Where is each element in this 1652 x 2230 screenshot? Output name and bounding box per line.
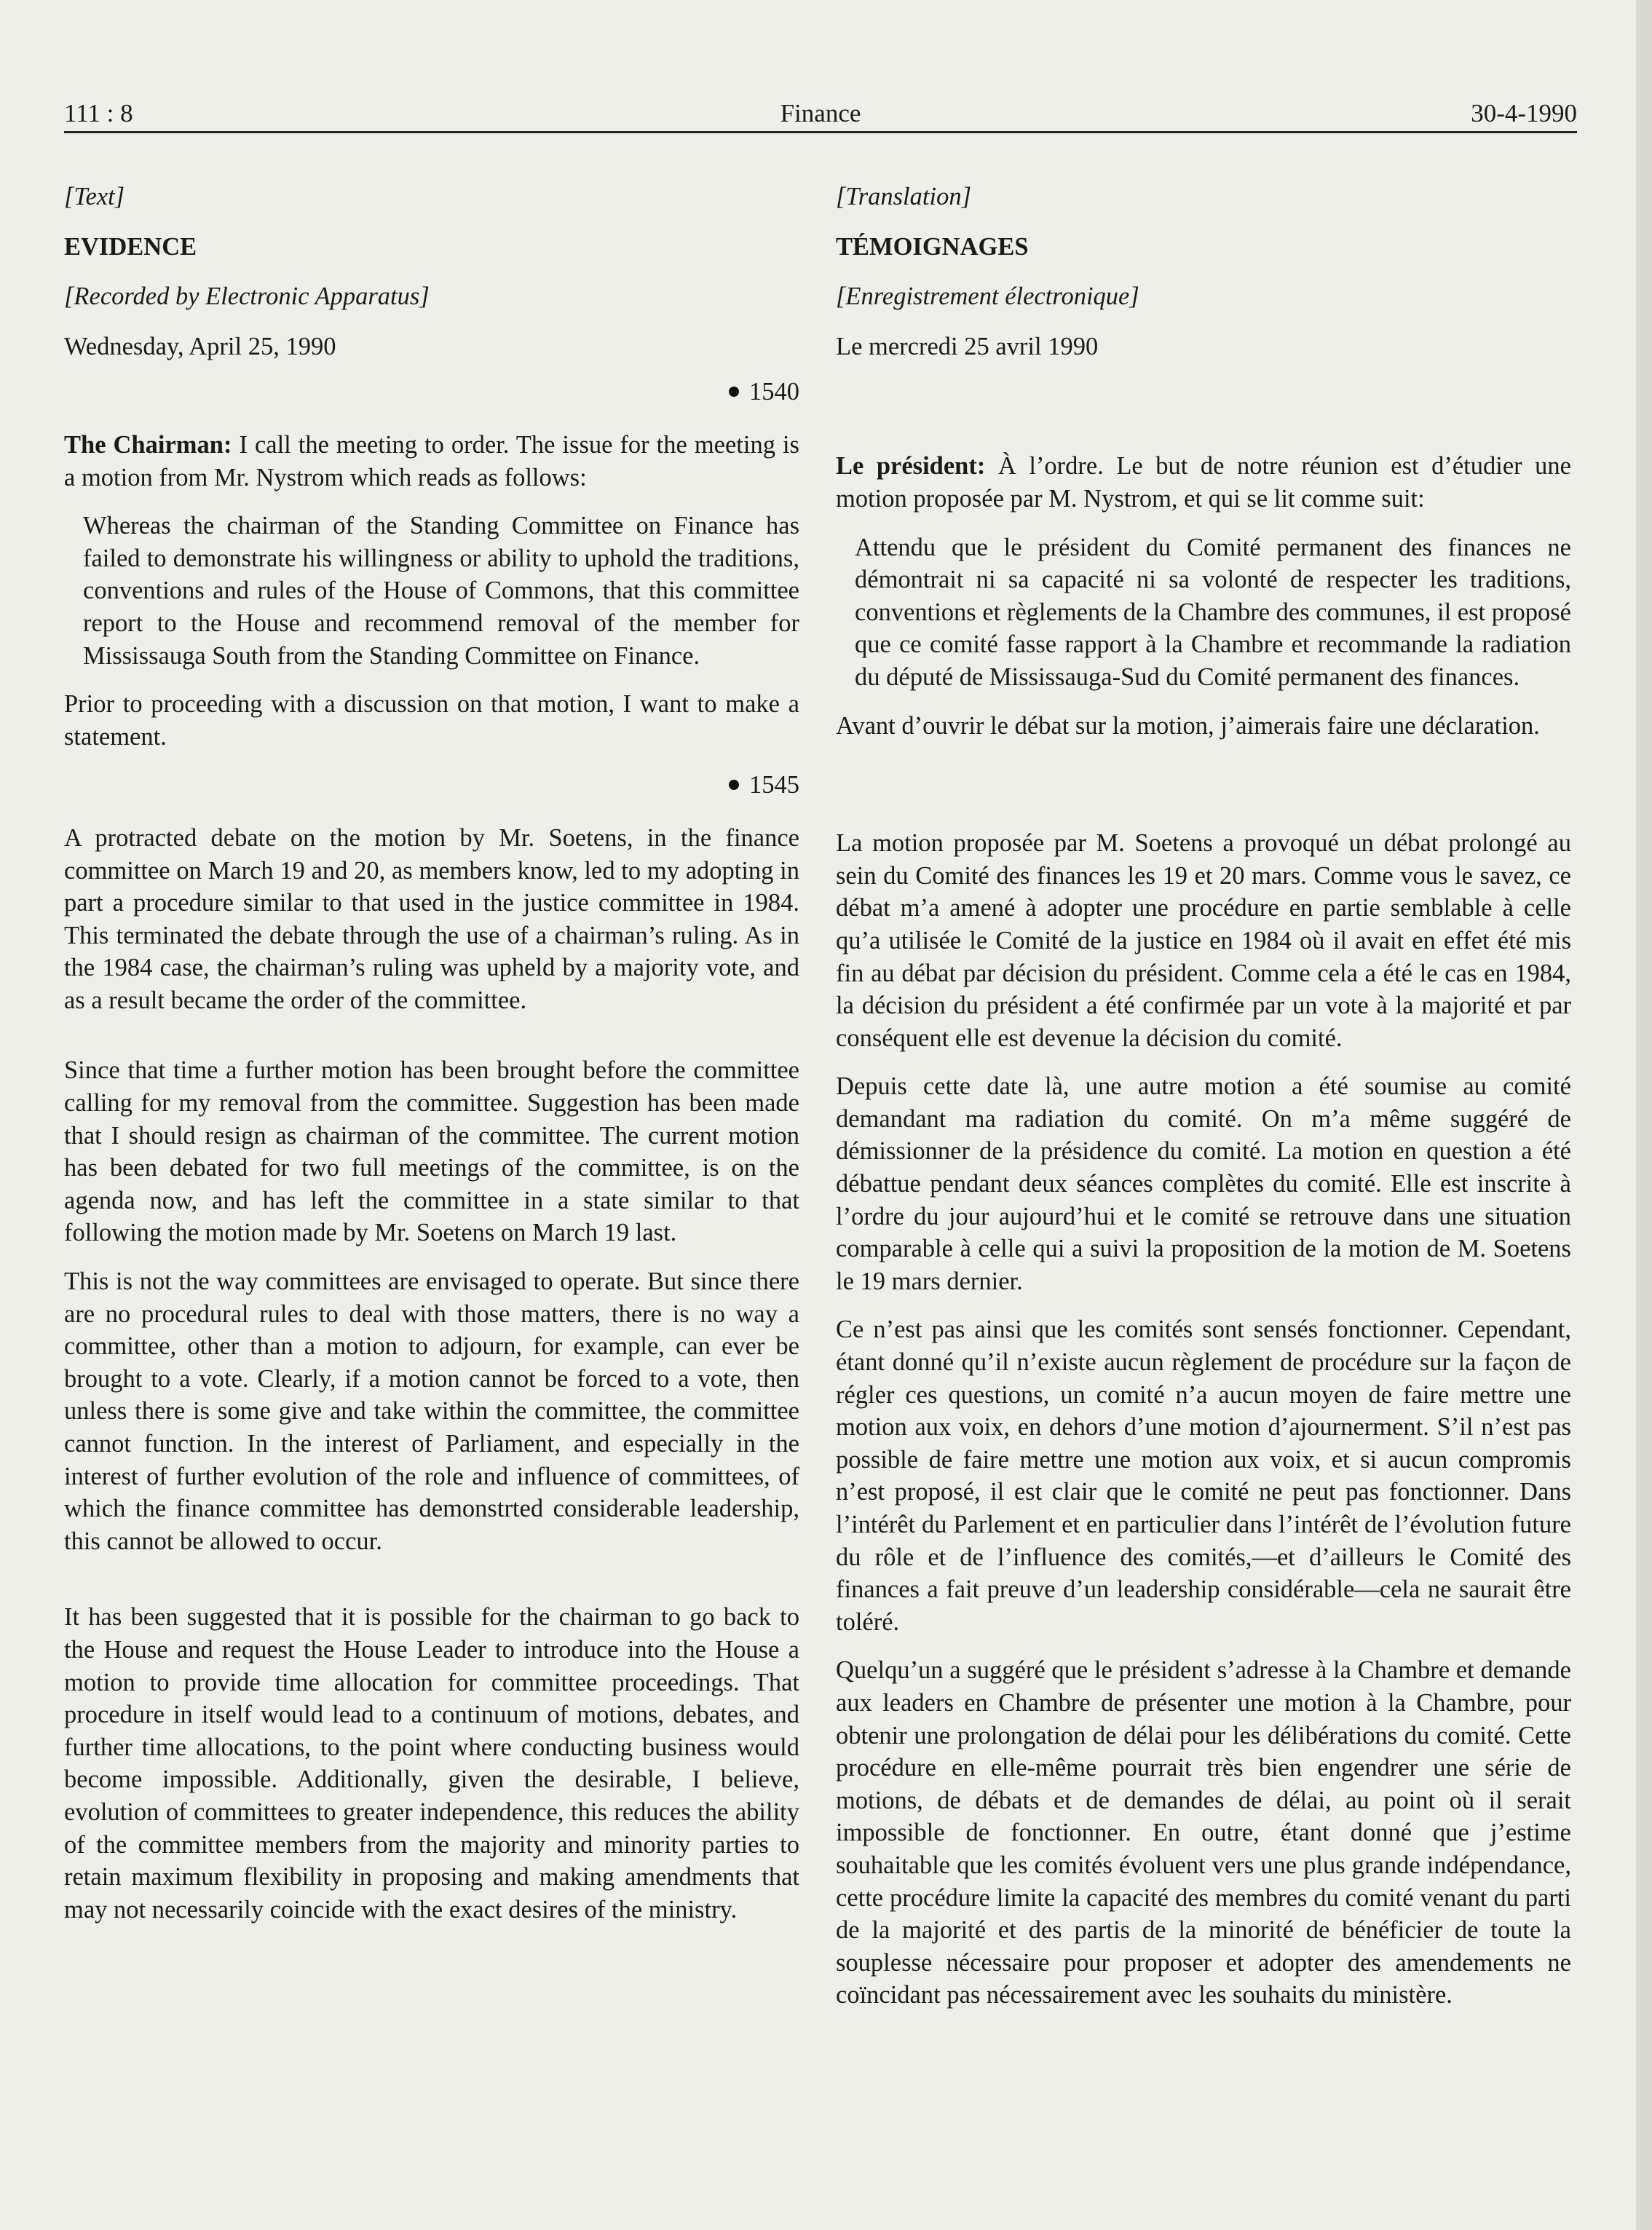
paragraph: Since that time a further motion has been brought before the committee calling for my removal from the committee. Suggestion has been made that I should resign as chairman of the committee. The current motion has been debated for two full meetings of the committee, is on the agenda now, and has left the committee in a state similar to that following the motion made by Mr. Soetens on March 19 last.	[64, 1056, 799, 1247]
paragraph: Ce n’est pas ainsi que les comités sont sensés fonctionner. Cependant, étant donné qu’il n’existe aucun règlement de procédure sur la façon de régler ces questions, un comité n’a aucun moyen de faire mettre une motion aux voix, en dehors d’une motion d’ajournerment. S’il n’est pas possible de faire mettre une motion aux voix, et si aucun compromis n’est proposé, il est clair que le comité ne peut pas fonctionner. Dans l’intérêt du Parlement et en particulier dans l’intérêt de l’évolution future du rôle et de l’influence des comités,—et d’ailleurs le Comité des finances a fait preuve d’un leadership considérable—cela ne saurait être toléré.	[836, 1316, 1571, 1636]
paragraph: Avant d’ouvrir le débat sur la motion, j’aimerais faire une déclaration.	[836, 711, 1540, 740]
paragraph-text: I call the meeting to order. The issue for the meeting is a motion from Mr. Nystrom which reads as follows:	[64, 430, 799, 491]
paragraph: Depuis cette date là, une autre motion a été soumise au comité demandant ma radiation du comité. On m’a même suggéré de démissionner de la présidence du comité. La motion en question a été débattue pendant deux séances complètes du comité. Elle est inscrite à l’ordre du jour aujourd’hui et le comité se retrouve dans une situation comparable à celle qui a suivi la proposition de la motion de M. Soetens le 19 mars dernier.	[836, 1072, 1571, 1295]
paragraph: Quelqu’un a suggéré que le président s’adresse à la Chambre et demande aux leaders en Chambre de présenter une motion à la Chambre, pour obtenir une prolongation de délai pour les délibérations du comité. Cette procédure en elle-même pourrait très bien engendrer une série de motions, de débats et de demandes de délai, au point où il serait impossible de fonctionner. En outre, étant donné que j’estime souhaitable que les comités évoluent vers une plus grande indépendance, cette procédure limite la capacité des membres du comité venant du parti de la majorité et des partis de la minorité de bénéficier de toute la souplesse nécessaire pour proposer et adopter des amendements ne coïncidant pas nécessairement avec les souhaits du ministère.	[836, 1656, 1571, 2009]
timestamp-value: 1545	[749, 771, 799, 799]
paragraph: This is not the way committees are envisaged to operate. But since there are no procedural rules to deal with those matters, there is no way a committee, other than a motion to adjourn, for example, can ever be brought to a vote. Clearly, if a motion cannot be forced to a vote, then unless there is some give and take within the committee, the committee cannot function. In the interest of Parliament, and especially in the interest of further evolution of the role and influence of committees, of which the finance committee has demonstrted considerable leadership, this cannot be allowed to occur.	[64, 1268, 799, 1555]
text-tag: [Text]	[64, 183, 125, 210]
timestamp	[64, 376, 799, 408]
meeting-date: Le mercredi 25 avril 1990	[836, 332, 1099, 360]
page-title: Finance	[780, 99, 861, 127]
header-date: 30-4-1990	[1471, 99, 1577, 127]
scan-edge	[1636, 0, 1652, 2230]
page-header	[64, 93, 1577, 133]
paragraph: A protracted debate on the motion by Mr. Soetens, in the finance committee on March 19 and 20, as members know, led to my adopting in part a procedure similar to that used in the justice committee in 1984. This terminated the debate through the use of a chairman’s ruling. As in the 1984 case, the chairman’s ruling was upheld by a majority vote, and as a result became the order of the committee.	[64, 823, 799, 1014]
spacer	[64, 1032, 799, 1054]
spacer	[64, 1573, 799, 1601]
speaker-label: The Chairman:	[64, 430, 232, 459]
spacer	[836, 376, 1571, 450]
timestamp-value: 1540	[749, 378, 799, 406]
motion-quote: Whereas the chairman of the Standing Committee on Finance has failed to demonstrate his willingness or ability to uphold the traditions, conventions and rules of the House of Commons, that this committee report to the House and recommend removal of the member for Mississauga South from the Standing Committee on Finance.	[83, 512, 799, 670]
english-column	[64, 181, 799, 1942]
text-tag: [Translation]	[836, 183, 971, 210]
french-column	[836, 181, 1571, 2028]
bullet-icon	[729, 387, 739, 397]
motion-quote: Attendu que le président du Comité permanent des finances ne démontrait ni sa capacité ni sa volonté de respecter les traditions, conventions et règlements de la Chambre des communes, il est proposé que ce comité fasse rapport à la Chambre et recommande la radiation du député de Mississauga-Sud du Comité permanent des finances.	[855, 533, 1571, 691]
section-heading: TÉMOIGNAGES	[836, 232, 1029, 261]
paragraph	[64, 429, 799, 494]
paragraph-text: À l’ordre. Le but de notre réunion est d’étudier une motion proposée par M. Nystrom, et qui se lit comme suit:	[836, 452, 1571, 513]
timestamp	[64, 769, 799, 802]
speaker-label: Le président:	[836, 452, 986, 481]
recording-note: [Enregistrement électronique]	[836, 282, 1139, 311]
section-heading: EVIDENCE	[64, 232, 197, 261]
recording-note: [Recorded by Electronic Apparatus]	[64, 282, 430, 311]
paragraph: Prior to proceeding with a discussion on that motion, I want to make a statement.	[64, 690, 799, 751]
paragraph: La motion proposée par M. Soetens a provoqué un débat prolongé au sein du Comité des finances les 19 et 20 mars. Comme vous le savez, ce débat m’a amené à adopter une procédure en partie semblable à celle qu’a utilisée le Comité de la justice en 1984 où il avait en effet été mis fin au débat par décision du président. Comme cela a été le cas en 1984, la décision du président a été confirmée par un vote à la majorité et par conséquent elle est devenue la décision du comité.	[836, 829, 1571, 1052]
paragraph: It has been suggested that it is possible for the chairman to go back to the House and request the House Leader to introduce into the House a motion to provide time allocation for committee proceedings. That procedure in itself would lead to a continuum of motions, debates, and further time allocations, to the point where conducting business would become impossible. Additionally, given the desirable, I believe, evolution of committees to greater independence, this reduces the ability of the committee members from the majority and minority parties to retain maximum flexibility in proposing and making amendments that may not necessarily coincide with the exact desires of the ministry.	[64, 1603, 799, 1923]
bullet-icon	[729, 780, 739, 790]
meeting-date: Wednesday, April 25, 1990	[64, 332, 336, 360]
spacer	[836, 758, 1571, 827]
paragraph	[836, 450, 1571, 515]
page-number: 111 : 8	[64, 99, 133, 127]
